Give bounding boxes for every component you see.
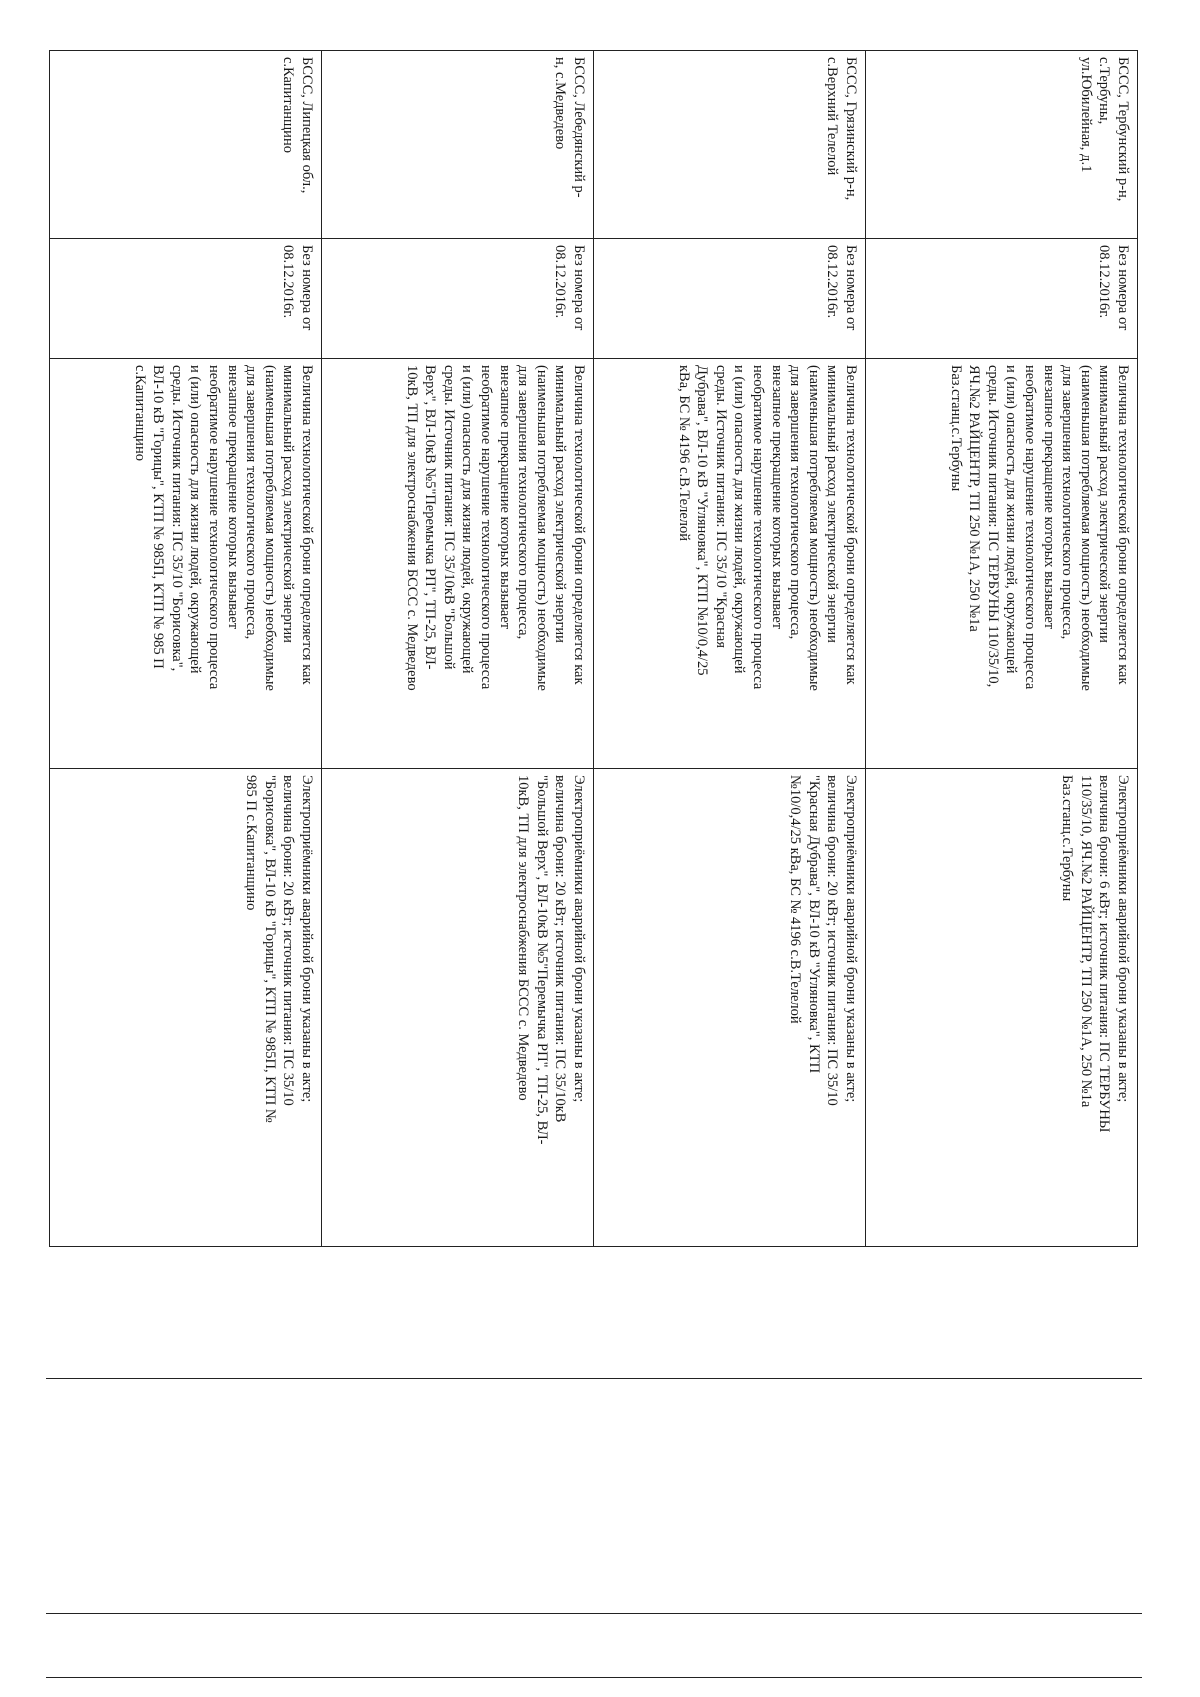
table-row — [866, 51, 1138, 1247]
table-row — [594, 51, 866, 1247]
emergency-reserve-cell: Электроприёмники аварийной брони указаны в акте; величина брони: 20 кВт; источник питания: ПС 35/10 "Красная Дубрава", ВЛ-10 кВ "Углянoвка", КТП №10/0,4/25 кВа, БС № 4196 с.В.Телелой — [594, 769, 866, 1247]
emergency-reserve-cell: Электроприёмники аварийной брони указаны в акте; величина брони: 20 кВт; источник питания: ПС 35/10 "Борисовка", ВЛ-10 кВ "Горицы", КТП № 985П, КТП № 985 П с.Капитанщино — [50, 769, 322, 1247]
tech-reserve-cell: Величина технологической брони определяется как минимальный расход электрической энергии (наименьшая потребляемая мощность) необходимые для завершения технологического процесса, внезапное прекращение которых вызывает необратимое нарушение технологического процесса и (или) опасность для жизни людей, окружающей среды. Источник питания: ПС ТЕРБУНЫ 110/35/10, ЯЧ.№2 РАЙЦЕНТР, ТП 250 №1А, 250 №1а Баз.станц.с.Тербуны — [866, 359, 1138, 769]
location-cell: БССС, Липецкая обл., с.Капитанщино — [50, 51, 322, 239]
tech-reserve-cell: Величина технологической брони определяется как минимальный расход электрической энергии (наименьшая потребляемая мощность) необходимые для завершения технологического процесса, внезапное прекращение которых вызывает необратимое нарушение технологического процесса и (или) опасность для жизни людей, окружающей среды. Источник питания: ПС 35/10кВ "Большой Верх", ВЛ-10кВ №5"Перемычка РП", ТП-25, ВЛ- 10кВ, ТП для электроснабжения БССС с. Медведево — [322, 359, 594, 769]
table-row — [50, 51, 322, 1247]
divider-line — [46, 1677, 1142, 1678]
location-cell: БССС, Грязинский р-н, с.Верхний Телелой — [594, 51, 866, 239]
emergency-reserve-cell: Электроприёмники аварийной брони указаны в акте; величина брони: 20 кВт; источник питания: ПС 35/10кВ "Большой Верх", ВЛ-10кВ №5"Перемычка РП", ТП-25, ВЛ- 10кВ, ТП для электроснабжения БССС с. Медведево — [322, 769, 594, 1247]
divider-line — [46, 1378, 1142, 1379]
emergency-reserve-cell: Электроприёмники аварийной брони указаны в акте; величина брони: 6 кВт; источник питания: ПС ТЕРБУНЫ 110/35/10, ЯЧ.№2 РАЙЦЕНТР, ТП 250 №1А, 250 №1а Баз.станц.с.Тербуны — [866, 769, 1138, 1247]
act-cell: Без номера от 08.12.2016г. — [50, 239, 322, 359]
location-cell: БССС, Тербунский р-н, с.Тербуны, ул.Юбилейная, д.1 — [866, 51, 1138, 239]
act-cell: Без номера от 08.12.2016г. — [866, 239, 1138, 359]
act-cell: Без номера от 08.12.2016г. — [594, 239, 866, 359]
divider-line — [46, 1613, 1142, 1614]
location-cell: БССС, Лебедянский р- н, с.Медведево — [322, 51, 594, 239]
rotated-table-container — [50, 50, 1138, 1246]
tech-reserve-cell: Величина технологической брони определяется как минимальный расход электрической энергии (наименьшая потребляемая мощность) необходимые для завершения технологического процесса, внезапное прекращение которых вызывает необратимое нарушение технологического процесса и (или) опасность для жизни людей, окружающей среды. Источник питания: ПС 35/10 "Борисовка", ВЛ-10 кВ "Горицы", КТП № 985П, КТП № 985 П с.Капитанщино — [50, 359, 322, 769]
tech-reserve-cell: Величина технологической брони определяется как минимальный расход электрической энергии (наименьшая потребляемая мощность) необходимые для завершения технологического процесса, внезапное прекращение которых вызывает необратимое нарушение технологического процесса и (или) опасность для жизни людей, окружающей среды. Источник питания: ПС 35/10 "Красная Дубрава", ВЛ-10 кВ "Углянoвка", КТП №10/0,4/25 кВа, БС № 4196 с.В.Телелой — [594, 359, 866, 769]
act-cell: Без номера от 08.12.2016г. — [322, 239, 594, 359]
table-row — [322, 51, 594, 1247]
reserve-table — [49, 50, 1138, 1247]
